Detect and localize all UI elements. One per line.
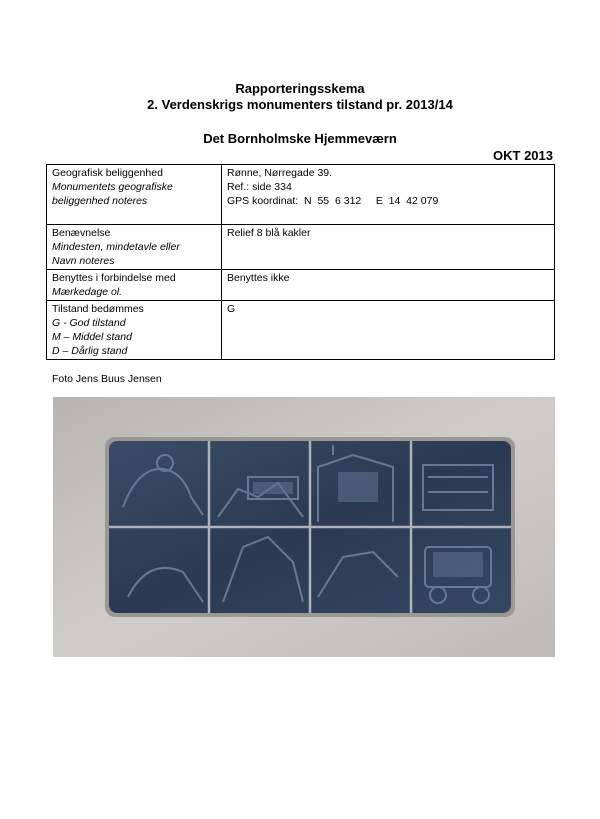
table-row: [47, 270, 555, 301]
form-title: Rapporteringsskema: [235, 81, 365, 96]
row-hint: Mindesten, mindetavle eller: [52, 241, 180, 253]
row-hint: Mærkedage ol.: [52, 286, 123, 298]
row-value-cell: [222, 301, 555, 360]
reference-value: Ref.: side 334: [227, 181, 292, 193]
row-label-cell: [47, 165, 222, 225]
table-row: [47, 225, 555, 270]
row-label: Tilstand bedømmes: [52, 303, 144, 315]
table-row: [47, 301, 555, 360]
row-hint: G - God tilstand: [52, 317, 126, 329]
row-value-cell: [222, 225, 555, 270]
form-subtitle: 2. Verdenskrigs monumenters tilstand pr. 2013/14: [147, 97, 453, 112]
gps-value: GPS koordinat: N 55 6 312 E 14 42 079: [227, 195, 439, 207]
row-hint: M – Middel stand: [52, 331, 132, 343]
report-table: [46, 164, 555, 360]
row-label: Benyttes i forbindelse med: [52, 272, 176, 284]
organization-name: Det Bornholmske Hjemmeværn: [203, 131, 397, 146]
report-date: OKT 2013: [493, 148, 553, 163]
name-value: Relief 8 blå kakler: [227, 227, 311, 239]
row-value-cell: [222, 270, 555, 301]
photo-caption: Foto Jens Buus Jensen: [52, 373, 162, 385]
row-label-cell: [47, 225, 222, 270]
row-hint: beliggenhed noteres: [52, 195, 148, 207]
row-label-cell: [47, 301, 222, 360]
address-value: Rønne, Nørregade 39.: [227, 167, 333, 179]
relief-photo: [53, 397, 555, 657]
row-label-cell: [47, 270, 222, 301]
condition-value: G: [227, 303, 236, 315]
row-hint: Navn noteres: [52, 255, 115, 267]
row-label: Geografisk beliggenhed: [52, 167, 163, 179]
row-hint: D – Dårlig stand: [52, 345, 128, 357]
table-row: [47, 165, 555, 225]
row-value-cell: [222, 165, 555, 225]
row-label: Benævnelse: [52, 227, 111, 239]
row-hint: Monumentets geografiske: [52, 181, 173, 193]
usage-value: Benyttes ikke: [227, 272, 290, 284]
